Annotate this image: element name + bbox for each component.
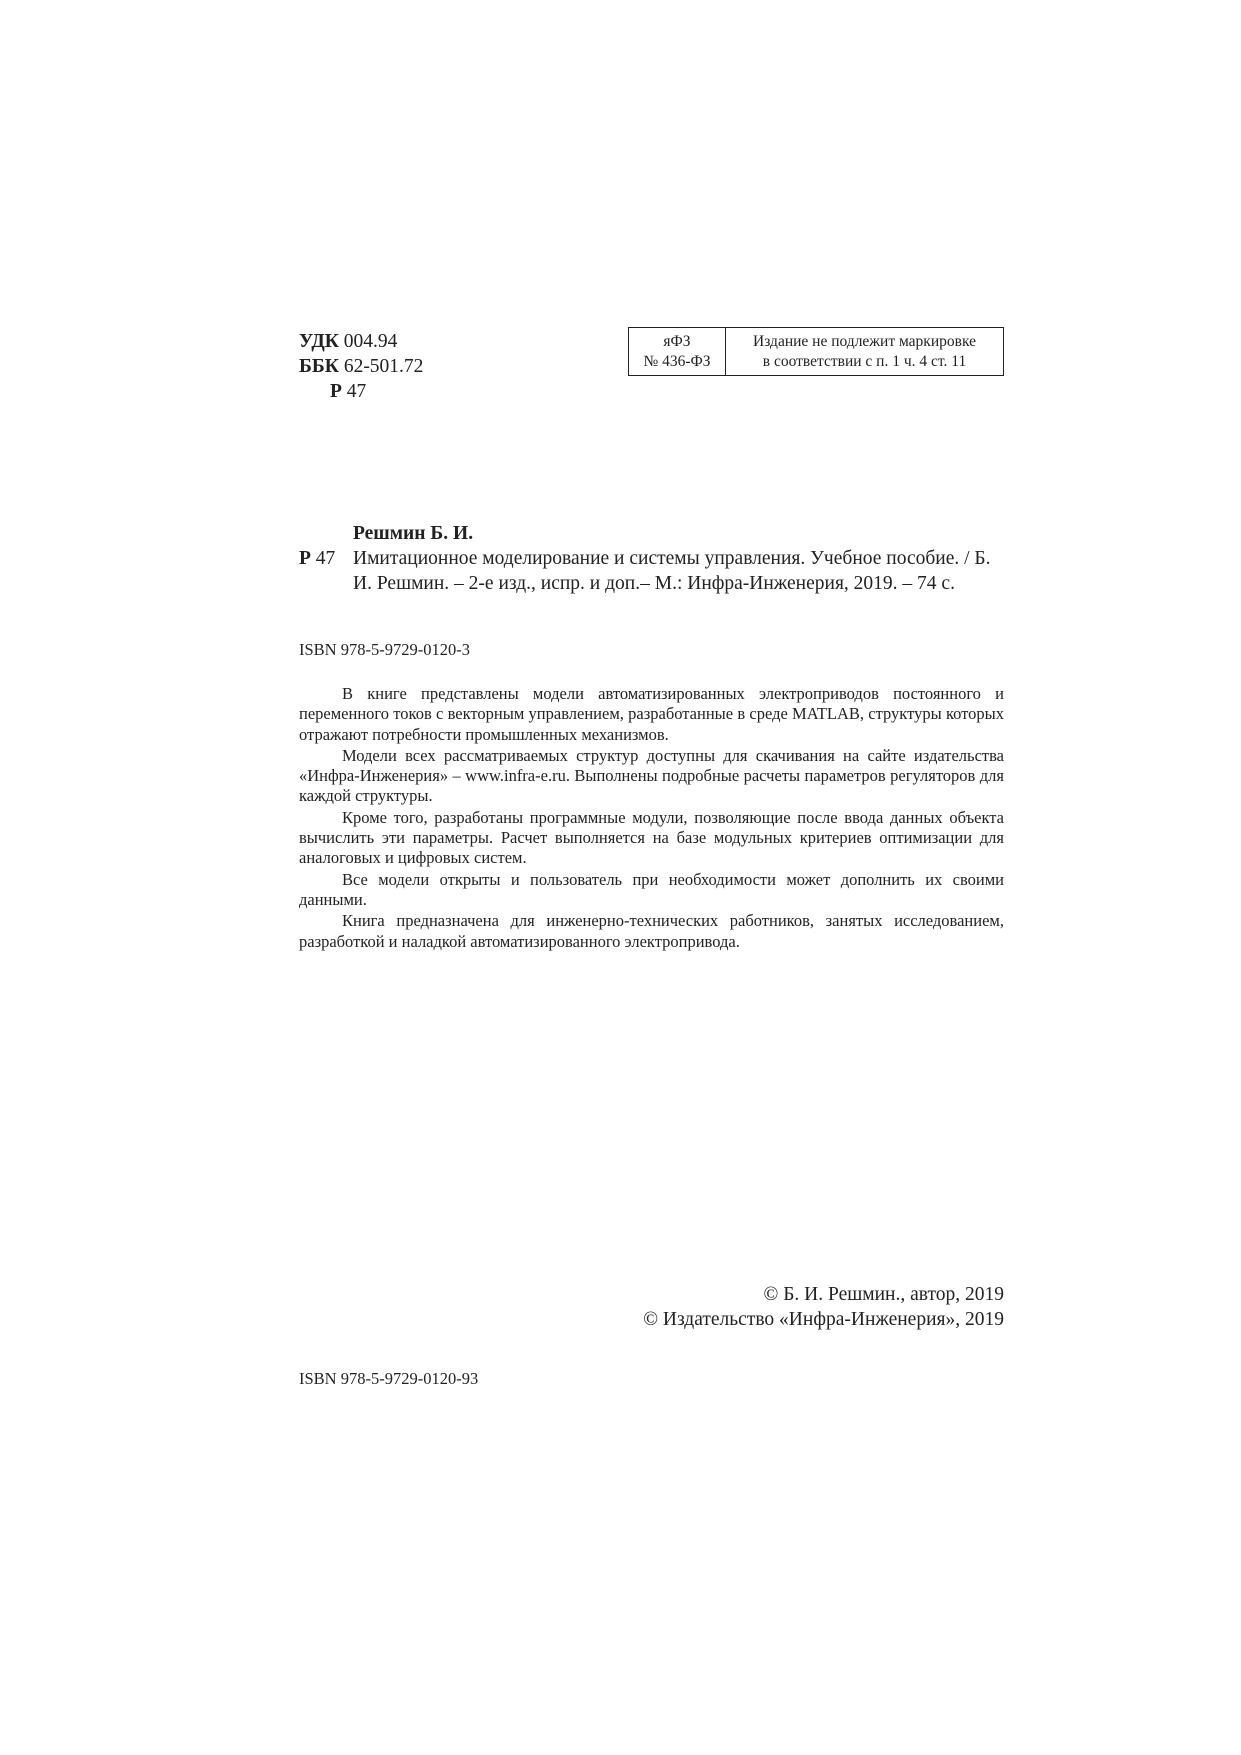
bbk-line xyxy=(299,354,423,379)
udk-value: 004.94 xyxy=(338,331,398,352)
book-author: Решмин Б. И. xyxy=(353,523,474,544)
bibliographic-record xyxy=(299,521,1004,596)
bbk-label: ББК xyxy=(299,356,339,377)
author-mark-line xyxy=(299,379,423,404)
marking-notice-box xyxy=(628,327,1004,376)
annotation-paragraph: В книге представлены модели автоматизированных электроприводов постоянного и переменного токов с векторным управлением, разработанные в среде MATLAB, структуры которых отражают потребности промышленных механизмов. xyxy=(299,684,1004,744)
author-mark-label: Р xyxy=(330,381,342,402)
marking-law-cell xyxy=(629,328,726,375)
marking-text-line2: в соответствии с п. 1 ч. 4 ст. 11 xyxy=(762,352,967,370)
annotation-paragraph: Модели всех рассматриваемых структур доступны для скачивания на сайте издательства «Инфра-Инженерия» – www.infra-e.ru. Выполнены подробные расчеты параметров регуляторов для каждой структуры. xyxy=(299,745,1004,806)
author-mark-value: 47 xyxy=(341,381,367,402)
udk-line xyxy=(299,329,423,354)
udk-label: УДК xyxy=(299,331,339,352)
entry-code xyxy=(299,546,353,596)
annotation xyxy=(299,684,1004,953)
classification-codes xyxy=(299,329,423,404)
marking-text-cell xyxy=(726,328,1003,375)
isbn-top: ISBN 978-5-9729-0120-3 xyxy=(299,640,470,659)
copyright-publisher: © Издательство «Инфра-Инженерия», 2019 xyxy=(643,1309,1004,1330)
annotation-paragraph: Кроме того, разработаны программные модули, позволяющие после ввода данных объекта вычислить эти параметры. Расчет выполняется на базе модульных критериев оптимизации для аналоговых и цифровых систем. xyxy=(299,807,1004,868)
marking-law-line2: № 436-ФЗ xyxy=(643,352,711,370)
copyright-block xyxy=(560,1282,1004,1332)
annotation-paragraph: Все модели открыты и пользователь при необходимости может дополнить их своими данными. xyxy=(299,869,1004,909)
entry-code-value: 47 xyxy=(310,548,336,569)
bibliographic-entry xyxy=(299,546,1004,596)
isbn-bottom: ISBN 978-5-9729-0120-93 xyxy=(299,1369,479,1388)
marking-law-line1: яФЗ xyxy=(663,332,691,350)
bbk-value: 62-501.72 xyxy=(338,356,424,377)
entry-description: Имитационное моделирование и системы управления. Учебное пособие. / Б. И. Решмин. – 2-е изд., испр. и доп.– М.: Инфра-Инженерия, 2019. – 74 с. xyxy=(353,548,991,594)
marking-text-line1: Издание не подлежит маркировке xyxy=(753,332,976,350)
copyright-author: © Б. И. Решмин., автор, 2019 xyxy=(763,1284,1004,1305)
annotation-paragraph: Книга предназначена для инженерно-технических работников, занятых исследованием, разработкой и наладкой автоматизированного электропривода. xyxy=(299,911,1004,951)
entry-code-label: Р xyxy=(299,548,311,569)
